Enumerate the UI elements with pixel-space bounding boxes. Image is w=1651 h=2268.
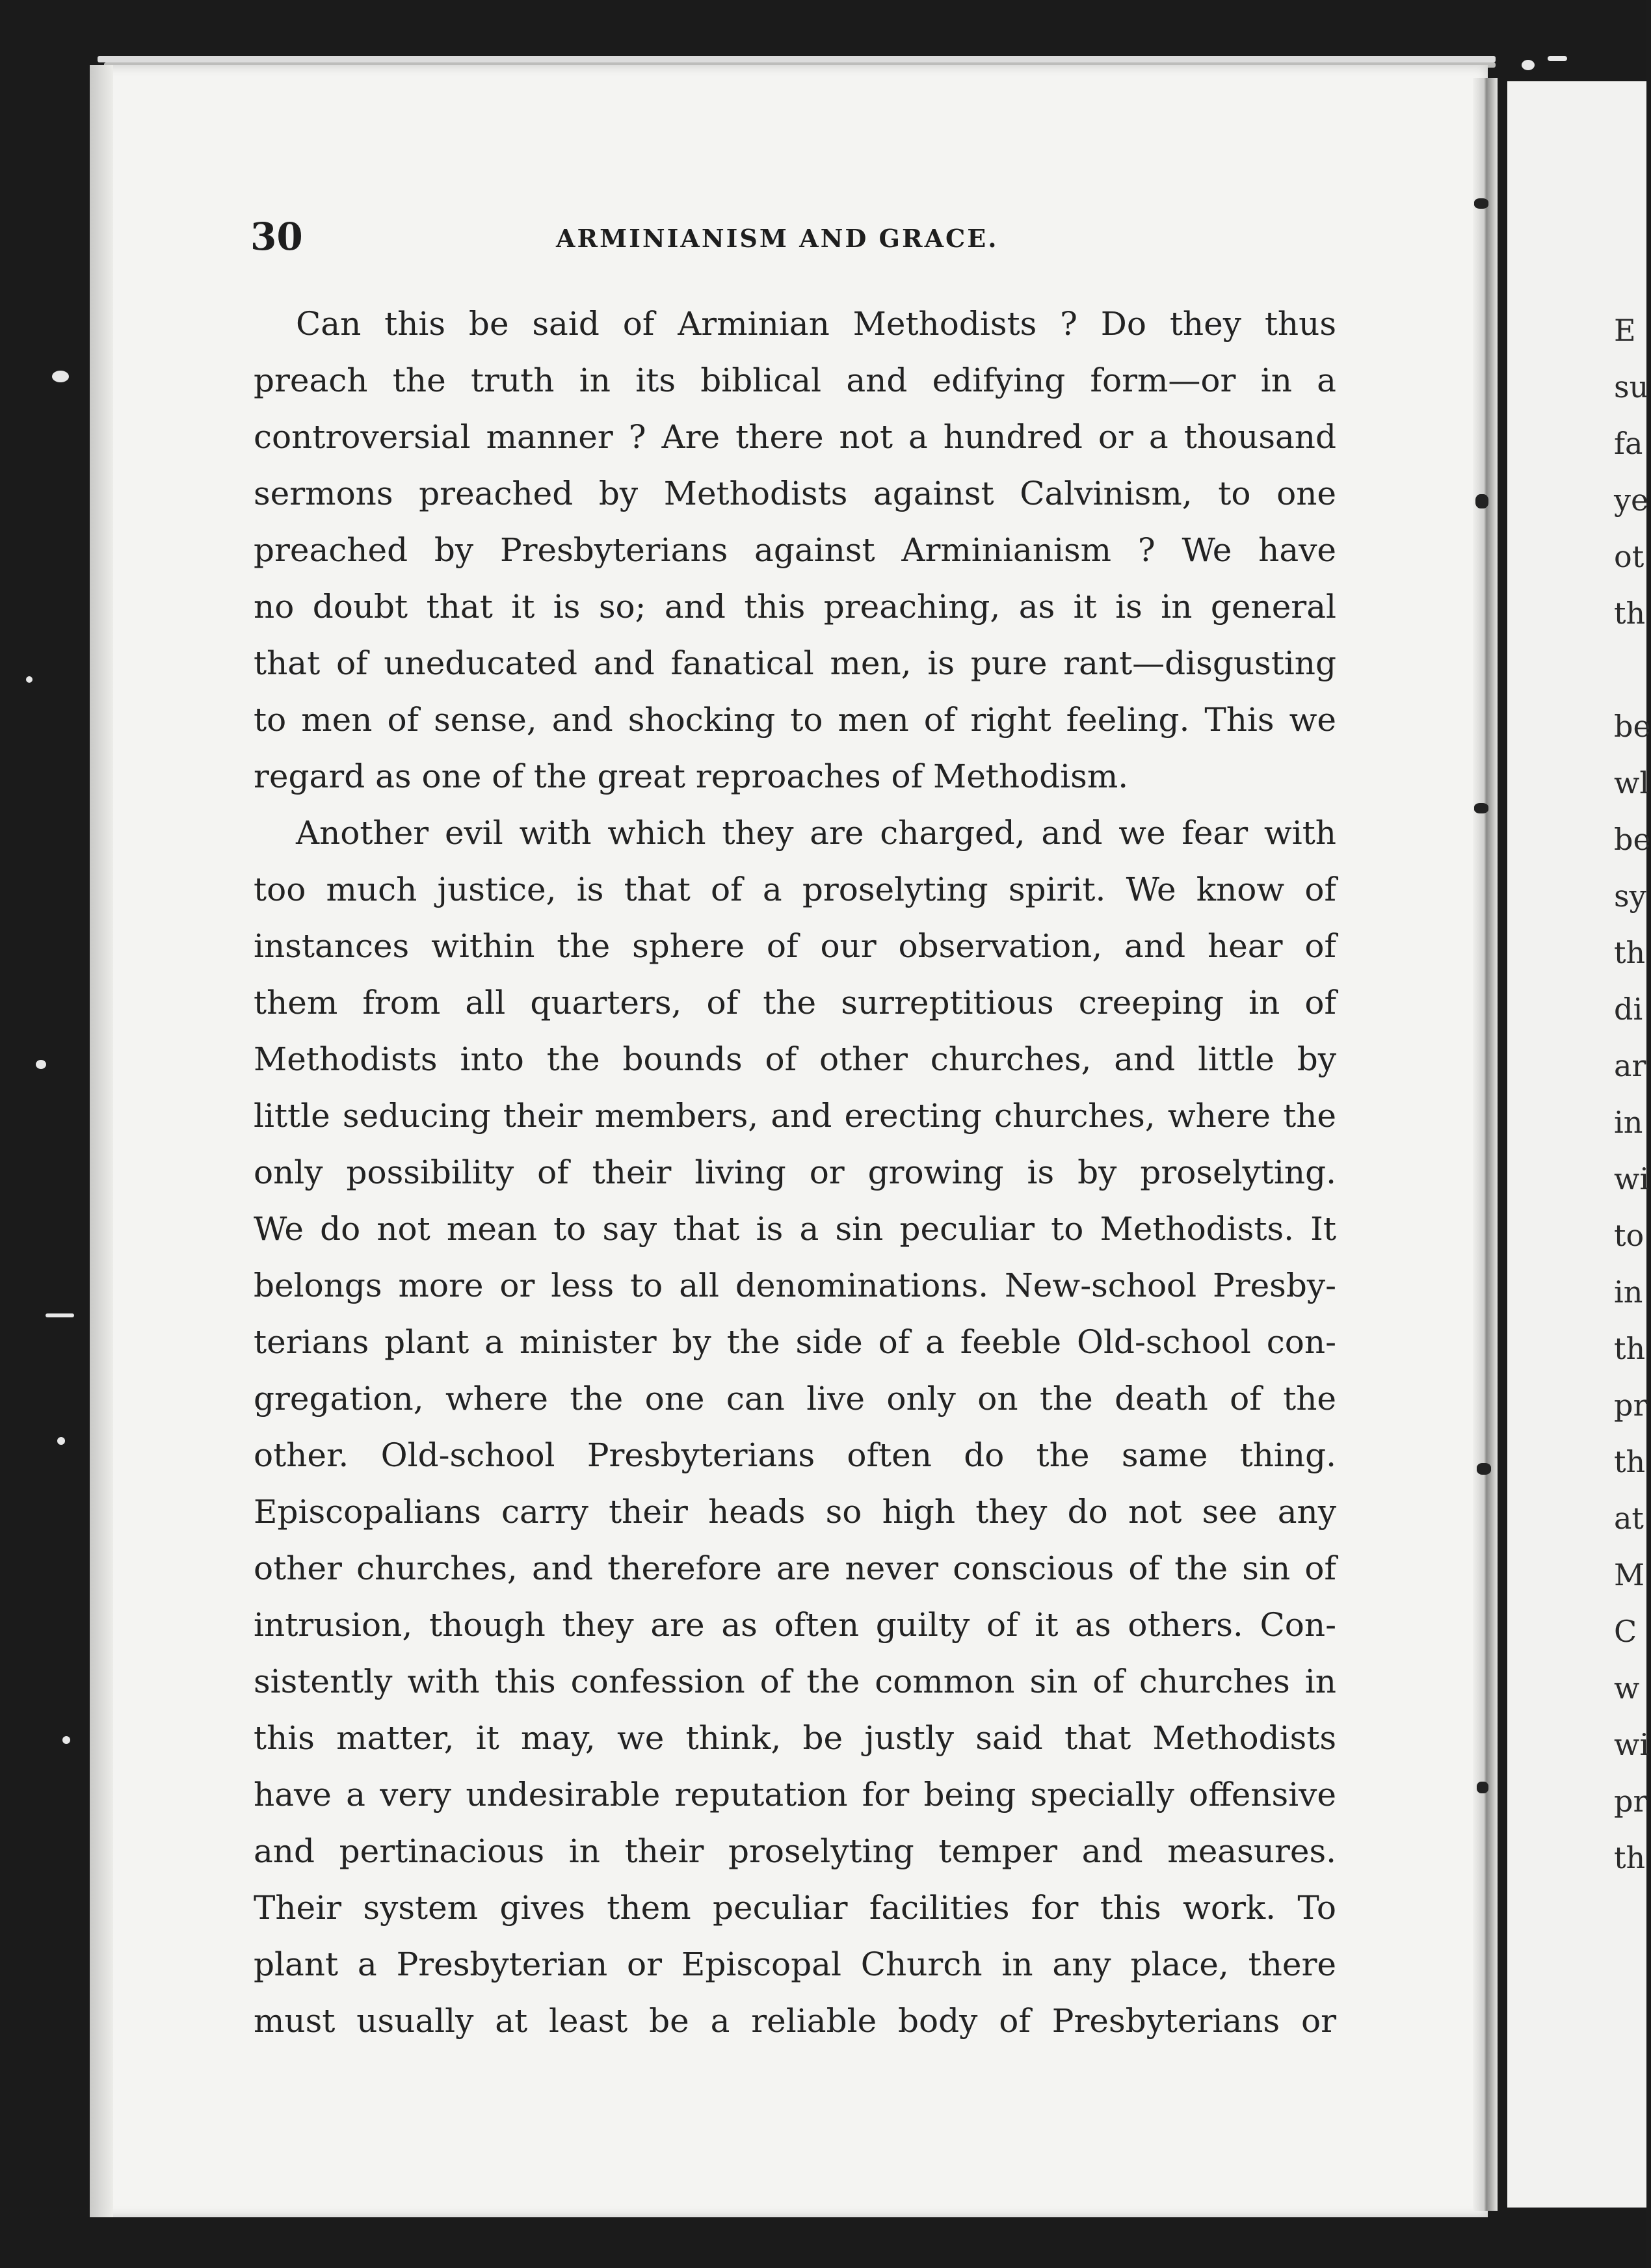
text-line: Their system gives them peculiar facilities for this work. To (254, 1889, 1336, 1927)
facing-line: ot (1614, 539, 1644, 574)
facing-line: in (1614, 1105, 1643, 1140)
facing-line: ar (1614, 1048, 1646, 1083)
text-line: belongs more or less to all denominations. New-school Presby- (254, 1267, 1336, 1304)
text-line: regard as one of the great reproaches of Methodism. (254, 758, 1129, 795)
text-line: to men of sense, and shocking to men of right feeling. This we (254, 701, 1336, 739)
facing-line: sy (1614, 878, 1646, 914)
text-line: sermons preached by Methodists against Calvinism, to one (254, 475, 1336, 512)
text-line: that of uneducated and fanatical men, is pure rant—disgusting (254, 644, 1336, 682)
facing-line: su (1614, 369, 1649, 404)
text-line: this matter, it may, we think, be justly said that Methodists (254, 1719, 1336, 1757)
facing-line: wi (1614, 1727, 1650, 1762)
facing-page-text (1614, 302, 1651, 1886)
page-edge-top (98, 56, 1496, 62)
facing-line: to (1614, 1218, 1644, 1253)
text-line: them from all quarters, of the surreptitious creeping in of (254, 984, 1336, 1022)
page-number: 30 (250, 215, 303, 259)
facing-line: wi (1614, 1161, 1650, 1196)
dust-speck (62, 1736, 70, 1744)
facing-line: fa (1614, 426, 1643, 461)
text-line: only possibility of their living or growing is by proselyting. (254, 1154, 1336, 1191)
text-line: preached by Presbyterians against Arminianism ? We have (254, 531, 1336, 569)
binding-mark (1477, 1782, 1488, 1793)
text-line: other. Old-school Presbyterians often do the same thing. (254, 1436, 1336, 1474)
binding-mark (1474, 198, 1488, 209)
facing-line: C (1614, 1614, 1637, 1649)
dust-speck (46, 1313, 74, 1317)
text-line: must usually at least be a reliable body of Presbyterians or (254, 2002, 1336, 2040)
facing-line: pr (1614, 1388, 1648, 1423)
facing-line: at (1614, 1501, 1644, 1536)
text-line: Methodists into the bounds of other churches, and little by (254, 1040, 1336, 1078)
dust-speck (1522, 60, 1535, 70)
text-line: preach the truth in its biblical and edifying form—or in a (254, 362, 1336, 399)
text-line: plant a Presbyterian or Episcopal Church in any place, there (254, 1945, 1336, 1983)
running-head (250, 215, 1330, 260)
dust-speck (57, 1437, 65, 1445)
text-line: terians plant a minister by the side of a feeble Old-school con- (254, 1323, 1336, 1361)
facing-line: E (1614, 313, 1636, 348)
facing-line: pr (1614, 1784, 1648, 1819)
text-line: Episcopalians carry their heads so high they do not see any (254, 1493, 1336, 1531)
text-line: no doubt that it is so; and this preaching, as it is in general (254, 588, 1336, 626)
text-line: instances within the sphere of our observation, and hear of (254, 927, 1336, 965)
facing-line: w (1614, 1670, 1640, 1706)
text-line: Can this be said of Arminian Methodists ? Do they thus (296, 305, 1336, 343)
text-line: controversial manner ? Are there not a hundred or a thousand (254, 418, 1336, 456)
facing-line: th (1614, 1331, 1646, 1366)
text-line: We do not mean to say that is a sin peculiar to Methodists. It (254, 1210, 1336, 1248)
facing-line: th (1614, 596, 1646, 631)
text-line: Another evil with which they are charged, and we fear with (296, 814, 1336, 852)
facing-line: be (1614, 709, 1651, 744)
text-line: gregation, where the one can live only on the death of the (254, 1380, 1336, 1418)
binding-mark (1474, 803, 1488, 813)
facing-line: M (1614, 1557, 1645, 1592)
dust-speck (1548, 56, 1567, 61)
facing-line: th (1614, 935, 1646, 970)
binding-mark (1475, 494, 1488, 508)
facing-line: th (1614, 1444, 1646, 1479)
body-text (254, 296, 1336, 2050)
running-title: ARMINIANISM AND GRACE. (556, 224, 999, 253)
text-line: intrusion, though they are as often guilty of it as others. Con- (254, 1606, 1336, 1644)
dust-speck (36, 1060, 46, 1069)
text-line: sistently with this confession of the common sin of churches in (254, 1663, 1336, 1700)
facing-line: di (1614, 992, 1643, 1027)
binding-mark (1477, 1463, 1491, 1475)
facing-line: be (1614, 822, 1651, 857)
facing-line: in (1614, 1274, 1643, 1310)
text-line: other churches, and therefore are never conscious of the sin of (254, 1549, 1336, 1587)
facing-line: th (1614, 1840, 1646, 1875)
text-line: little seducing their members, and erecting churches, where the (254, 1097, 1336, 1135)
text-line: and pertinacious in their proselyting temper and measures. (254, 1832, 1336, 1870)
facing-line: wl (1614, 765, 1650, 800)
dust-speck (26, 676, 33, 683)
dust-speck (52, 371, 69, 382)
facing-line: ye (1614, 482, 1649, 518)
page-gutter (1473, 78, 1498, 2211)
text-line: have a very undesirable reputation for being specially offensive (254, 1776, 1336, 1813)
text-line: too much justice, is that of a proselyting spirit. We know of (254, 871, 1336, 908)
